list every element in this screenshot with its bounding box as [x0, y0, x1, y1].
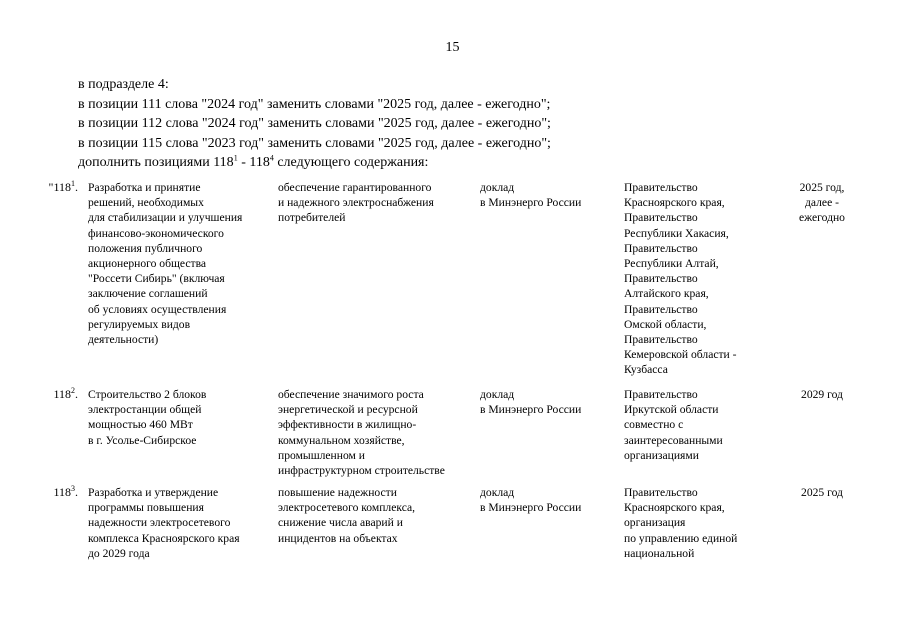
- cell-line: 2025 год,: [799, 181, 845, 194]
- position-prefix: "118: [48, 180, 71, 194]
- superscript: 2: [71, 386, 75, 395]
- position-suffix: .: [75, 485, 78, 499]
- cell-line: Республики Хакасия,: [624, 226, 729, 240]
- task-cell: [88, 485, 268, 561]
- cell-line: организация: [624, 516, 686, 530]
- cell-line: об условиях осуществления: [88, 302, 227, 316]
- superscript: 4: [269, 153, 274, 163]
- cell-line: положения публичного: [88, 241, 203, 255]
- intro-text: - 118: [237, 155, 270, 170]
- cell-line: финансово-экономического: [88, 226, 224, 240]
- cell-line: Красноярского края,: [624, 501, 725, 515]
- cell-line: заинтересованными: [624, 433, 723, 447]
- cell-line: Омской области,: [624, 317, 707, 331]
- report-form-cell: [480, 387, 610, 417]
- cell-line: "Россети Сибирь" (включая: [88, 272, 225, 286]
- result-cell: [278, 180, 470, 226]
- cell-line: в Минэнерго России: [480, 403, 582, 417]
- cell-line: Правительство: [624, 211, 698, 225]
- intro-text: дополнить позициями 118: [78, 155, 234, 170]
- cell-line: Красноярского края,: [624, 196, 725, 210]
- cell-line: обеспечение гарантированного: [278, 181, 432, 194]
- cell-line: ежегодно: [799, 211, 845, 225]
- cell-line: 2029 год: [801, 388, 843, 401]
- cell-line: промышленном и: [278, 448, 365, 462]
- cell-line: Правительство: [624, 333, 698, 347]
- cell-line: заключение соглашений: [88, 287, 208, 301]
- cell-line: 2025 год: [801, 486, 843, 499]
- result-cell: [278, 485, 470, 546]
- cell-line: Строительство 2 блоков: [88, 388, 207, 401]
- task-cell: [88, 180, 268, 347]
- cell-line: комплекса Красноярского края: [88, 531, 240, 545]
- amendment-intro: [78, 75, 838, 173]
- cell-line: потребителей: [278, 211, 346, 225]
- position-number: [38, 387, 78, 402]
- cell-line: национальной: [624, 546, 695, 560]
- cell-line: по управлению единой: [624, 531, 738, 545]
- cell-line: программы повышения: [88, 501, 204, 515]
- intro-text: следующего содержания:: [273, 155, 429, 170]
- cell-line: организациями: [624, 448, 699, 462]
- superscript: 1: [233, 153, 238, 163]
- responsible-cell: [624, 180, 774, 378]
- cell-line: решений, необходимых: [88, 196, 204, 210]
- page-number: 15: [445, 40, 460, 55]
- cell-line: Республики Алтай,: [624, 257, 719, 271]
- cell-line: регулируемых видов: [88, 317, 191, 331]
- position-number: [38, 485, 78, 500]
- cell-line: и надежного электроснабжения: [278, 196, 434, 210]
- cell-line: Правительство: [624, 181, 698, 194]
- cell-line: в Минэнерго России: [480, 196, 582, 210]
- cell-line: доклад: [480, 486, 515, 499]
- cell-line: Алтайского края,: [624, 287, 709, 301]
- cell-line: инцидентов на объектах: [278, 531, 398, 545]
- task-cell: [88, 387, 268, 448]
- intro-line: в подразделе 4:: [78, 77, 169, 92]
- cell-line: Правительство: [624, 302, 698, 316]
- deadline-cell: [788, 387, 856, 402]
- cell-line: инфраструктурном строительстве: [278, 464, 445, 478]
- cell-line: электросетевого комплекса,: [278, 501, 416, 515]
- cell-line: деятельности): [88, 333, 159, 347]
- intro-line: в позиции 112 слова "2024 год" заменить словами "2025 год, далее - ежегодно";: [78, 116, 551, 131]
- intro-line-positions: [78, 153, 838, 173]
- cell-line: акционерного общества: [88, 257, 207, 271]
- cell-line: энергетической и ресурсной: [278, 403, 418, 417]
- cell-line: Разработка и утверждение: [88, 486, 219, 499]
- position-prefix: 118: [53, 387, 71, 401]
- cell-line: Разработка и принятие: [88, 181, 201, 194]
- report-form-cell: [480, 180, 610, 210]
- deadline-cell: [788, 485, 856, 500]
- responsible-cell: [624, 485, 774, 561]
- cell-line: электростанции общей: [88, 403, 202, 417]
- superscript: 1: [71, 179, 75, 188]
- position-prefix: 118: [53, 485, 71, 499]
- position-suffix: .: [75, 180, 78, 194]
- cell-line: эффективности в жилищно-: [278, 418, 417, 432]
- result-cell: [278, 387, 470, 478]
- cell-line: доклад: [480, 388, 515, 401]
- report-form-cell: [480, 485, 610, 515]
- cell-line: Иркутской области: [624, 403, 719, 417]
- position-number: [38, 180, 78, 195]
- cell-line: Правительство: [624, 272, 698, 286]
- responsible-cell: [624, 387, 774, 463]
- cell-line: мощностью 460 МВт: [88, 418, 193, 432]
- cell-line: Кузбасса: [624, 363, 668, 377]
- cell-line: совместно с: [624, 418, 684, 432]
- cell-line: Правительство: [624, 241, 698, 255]
- cell-line: Правительство: [624, 486, 698, 499]
- intro-line: в позиции 115 слова "2023 год" заменить словами "2025 год, далее - ежегодно";: [78, 135, 551, 151]
- cell-line: снижение числа аварий и: [278, 516, 403, 530]
- cell-line: в г. Усолье-Сибирское: [88, 433, 197, 447]
- deadline-cell: [788, 180, 856, 226]
- position-suffix: .: [75, 387, 78, 401]
- cell-line: в Минэнерго России: [480, 501, 582, 515]
- cell-line: повышение надежности: [278, 486, 397, 499]
- cell-line: коммунальном хозяйстве,: [278, 433, 405, 447]
- cell-line: для стабилизации и улучшения: [88, 211, 243, 225]
- cell-line: обеспечение значимого роста: [278, 388, 424, 401]
- cell-line: Правительство: [624, 388, 698, 401]
- cell-line: Кемеровской области -: [624, 348, 737, 362]
- cell-line: далее -: [805, 196, 839, 210]
- cell-line: надежности электросетевого: [88, 516, 231, 530]
- intro-line: в позиции 111 слова "2024 год" заменить словами "2025 год, далее - ежегодно";: [78, 96, 551, 112]
- cell-line: доклад: [480, 181, 515, 194]
- superscript: 3: [71, 484, 75, 493]
- cell-line: до 2029 года: [88, 546, 150, 560]
